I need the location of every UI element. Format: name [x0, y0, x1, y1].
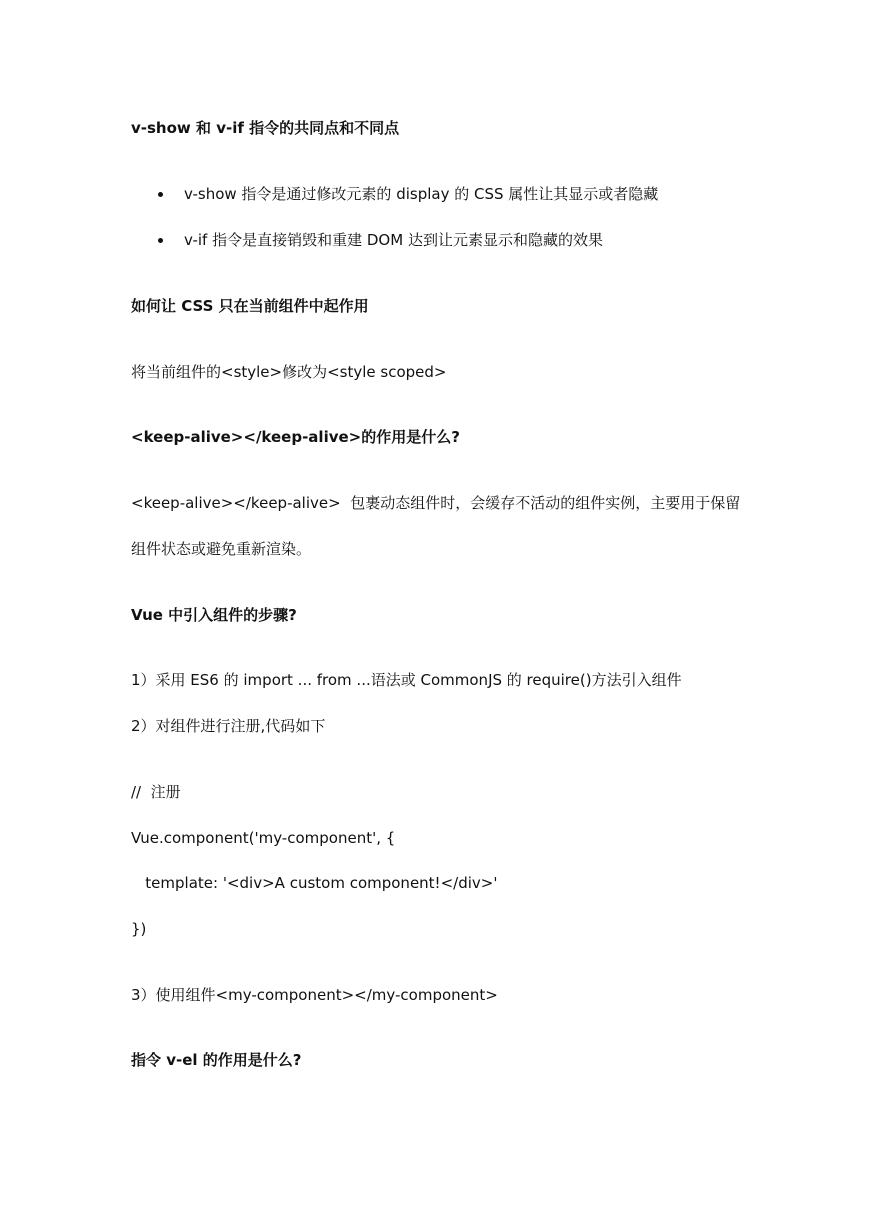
- import-step-2: 2）对组件进行注册,代码如下: [131, 717, 326, 735]
- bullet-icon: [158, 192, 163, 197]
- bullet-icon: [158, 238, 163, 243]
- code-line-3: }): [131, 920, 147, 938]
- heading-v-el: 指令 v-el 的作用是什么?: [131, 1051, 302, 1069]
- keep-alive-answer-line1: <keep-alive></keep-alive> 包裹动态组件时，会缓存不活动的组件实例，主要用于保留: [131, 494, 741, 512]
- heading-scoped-css: 如何让 CSS 只在当前组件中起作用: [131, 297, 369, 315]
- heading-import-steps: Vue 中引入组件的步骤?: [131, 606, 297, 624]
- list-item-text: v-show 指令是通过修改元素的 display 的 CSS 属性让其显示或者隐藏: [184, 185, 659, 203]
- heading-keep-alive: <keep-alive></keep-alive>的作用是什么?: [131, 428, 460, 446]
- code-line-1: Vue.component('my-component', {: [131, 829, 396, 847]
- scoped-css-answer: 将当前组件的<style>修改为<style scoped>: [131, 363, 447, 381]
- import-step-1: 1）采用 ES6 的 import ... from ...语法或 CommonJS 的 require()方法引入组件: [131, 671, 682, 689]
- heading-vshow-vif: v-show 和 v-if 指令的共同点和不同点: [131, 119, 400, 137]
- code-line-2: template: '<div>A custom component!</div>': [131, 874, 498, 892]
- keep-alive-answer-line2: 组件状态或避免重新渲染。: [131, 540, 312, 558]
- code-comment: // 注册: [131, 783, 181, 801]
- import-step-3: 3）使用组件<my-component></my-component>: [131, 986, 498, 1004]
- list-item-text: v-if 指令是直接销毁和重建 DOM 达到让元素显示和隐藏的效果: [184, 231, 603, 249]
